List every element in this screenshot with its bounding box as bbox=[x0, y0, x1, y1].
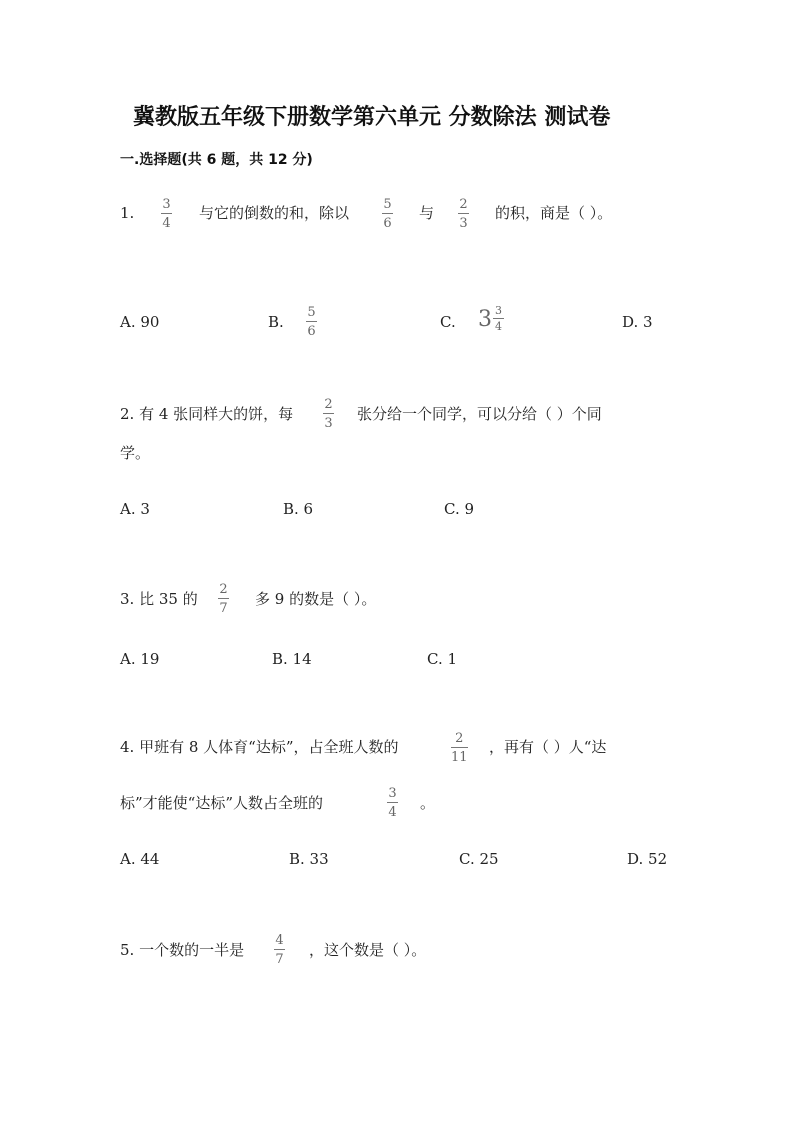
question-text: 4. 甲班有 8 人体育“达标”，占全班人数的 bbox=[120, 738, 399, 756]
option-c[interactable]: C. 25 bbox=[459, 850, 499, 868]
option-b[interactable]: B. 6 bbox=[283, 500, 314, 518]
option-d[interactable]: D. 3 bbox=[622, 313, 653, 331]
question-text: 的积，商是（ ）。 bbox=[495, 204, 613, 222]
question-text: 学。 bbox=[120, 444, 151, 462]
fraction: 4 7 bbox=[275, 933, 284, 967]
question-text: ，这个数是（ ）。 bbox=[309, 941, 427, 959]
fraction: 3 4 bbox=[388, 786, 397, 820]
question-text: 2. 有 4 张同样大的饼，每 bbox=[120, 405, 294, 423]
page-title: 冀教版五年级下册数学第六单元 分数除法 测试卷 bbox=[133, 105, 611, 130]
question-text: 5. 一个数的一半是 bbox=[120, 941, 245, 959]
question-text: 与 bbox=[419, 204, 435, 222]
fraction: 5 6 bbox=[383, 197, 392, 231]
option-c[interactable]: C. bbox=[440, 313, 456, 331]
question-text: ，再有（ ）人“达 bbox=[489, 738, 607, 756]
question-text: 张分给一个同学，可以分给（ ）个同 bbox=[357, 405, 602, 423]
question-text: 。 bbox=[420, 794, 436, 812]
question-text: 3. 比 35 的 bbox=[120, 590, 198, 608]
option-c[interactable]: C. 1 bbox=[427, 650, 458, 668]
option-b[interactable]: B. bbox=[268, 313, 284, 331]
option-a[interactable]: A. 90 bbox=[120, 313, 160, 331]
section-heading: 一.选择题(共 6 题，共 12 分) bbox=[120, 152, 313, 168]
option-d[interactable]: D. 52 bbox=[627, 850, 668, 868]
fraction: 2 11 bbox=[451, 731, 468, 765]
option-a[interactable]: A. 19 bbox=[120, 650, 160, 668]
option-a[interactable]: A. 3 bbox=[120, 500, 150, 518]
fraction: 3 4 bbox=[162, 197, 171, 231]
fraction: 5 6 bbox=[307, 305, 316, 339]
option-b[interactable]: B. 14 bbox=[272, 650, 312, 668]
option-a[interactable]: A. 44 bbox=[120, 850, 160, 868]
fraction: 2 7 bbox=[219, 582, 228, 616]
option-b[interactable]: B. 33 bbox=[289, 850, 329, 868]
question-number: 1. bbox=[120, 204, 135, 222]
question-text: 多 9 的数是（ ）。 bbox=[255, 590, 377, 608]
fraction: 2 3 bbox=[459, 197, 468, 231]
question-text: 标”才能使“达标”人数占全班的 bbox=[120, 794, 324, 812]
mixed-number: 3 $\frac{3}{4}$ bbox=[478, 304, 502, 333]
question-text: 与它的倒数的和，除以 bbox=[199, 204, 350, 222]
fraction: 2 3 bbox=[324, 397, 333, 431]
option-c[interactable]: C. 9 bbox=[444, 500, 475, 518]
